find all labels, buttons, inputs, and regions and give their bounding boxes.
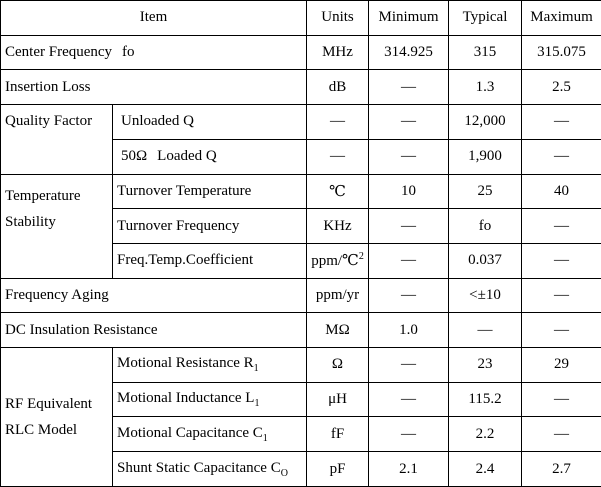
motional-capacitance-max: — bbox=[522, 417, 601, 452]
frequency-aging-max: — bbox=[522, 278, 601, 313]
insertion-loss-label: Insertion Loss bbox=[1, 70, 307, 105]
motional-capacitance-label bbox=[113, 417, 307, 452]
motional-resistance-sub: 1 bbox=[253, 363, 259, 375]
motional-resistance-min: — bbox=[369, 348, 449, 383]
header-units: Units bbox=[307, 1, 369, 36]
motional-resistance-units: Ω bbox=[307, 348, 369, 383]
row-motional-resistance bbox=[1, 348, 601, 383]
turnover-frequency-units: KHz bbox=[307, 209, 369, 244]
center-frequency-units: MHz bbox=[307, 35, 369, 70]
motional-inductance-min: — bbox=[369, 382, 449, 417]
motional-inductance-max: — bbox=[522, 382, 601, 417]
frequency-aging-typ: <±10 bbox=[449, 278, 522, 313]
row-center-frequency bbox=[1, 35, 601, 70]
center-frequency-text: Center Frequency bbox=[5, 44, 113, 61]
rlc-model-label bbox=[1, 348, 113, 487]
loaded-q-min: — bbox=[369, 139, 449, 174]
quality-factor-label: Quality Factor bbox=[1, 105, 113, 174]
motional-capacitance-sub: 1 bbox=[262, 432, 268, 444]
unloaded-q-typ: 12,000 bbox=[449, 105, 522, 140]
motional-inductance-typ: 115.2 bbox=[449, 382, 522, 417]
rlc-model-line1: RF Equivalent bbox=[5, 395, 93, 412]
turnover-temperature-max: 40 bbox=[522, 174, 601, 209]
turnover-frequency-label: Turnover Frequency bbox=[113, 209, 307, 244]
motional-capacitance-units: fF bbox=[307, 417, 369, 452]
unloaded-q-label: Unloaded Q bbox=[113, 105, 307, 140]
rlc-model-line2: RLC Model bbox=[5, 422, 78, 439]
motional-capacitance-text: Motional Capacitance C bbox=[117, 424, 263, 441]
row-frequency-aging bbox=[1, 278, 601, 313]
freq-temp-coefficient-typ: 0.037 bbox=[449, 243, 522, 278]
insertion-loss-max: 2.5 bbox=[522, 70, 601, 105]
shunt-capacitance-typ: 2.4 bbox=[449, 452, 522, 487]
turnover-temperature-label: Turnover Temperature bbox=[113, 174, 307, 209]
insertion-loss-min: — bbox=[369, 70, 449, 105]
turnover-frequency-max: — bbox=[522, 209, 601, 244]
center-frequency-label bbox=[1, 35, 307, 70]
header-minimum: Minimum bbox=[369, 1, 449, 36]
loaded-q-typ: 1,900 bbox=[449, 139, 522, 174]
loaded-q-prefix: 50Ω bbox=[121, 148, 148, 165]
turnover-frequency-min: — bbox=[369, 209, 449, 244]
shunt-capacitance-text: Shunt Static Capacitance C bbox=[117, 459, 281, 476]
shunt-capacitance-sub: O bbox=[280, 467, 288, 479]
dc-insulation-typ: — bbox=[449, 313, 522, 348]
dc-insulation-label: DC Insulation Resistance bbox=[1, 313, 307, 348]
frequency-aging-min: — bbox=[369, 278, 449, 313]
motional-resistance-text: Motional Resistance R bbox=[117, 355, 254, 372]
turnover-frequency-typ: fo bbox=[449, 209, 522, 244]
frequency-aging-label: Frequency Aging bbox=[1, 278, 307, 313]
motional-inductance-label bbox=[113, 382, 307, 417]
motional-capacitance-typ: 2.2 bbox=[449, 417, 522, 452]
row-dc-insulation bbox=[1, 313, 601, 348]
loaded-q-text: Loaded Q bbox=[157, 148, 217, 165]
motional-inductance-sub: 1 bbox=[254, 398, 260, 410]
freq-temp-coefficient-units-sup: 2 bbox=[358, 251, 364, 263]
center-frequency-symbol: fo bbox=[122, 44, 135, 61]
dc-insulation-min: 1.0 bbox=[369, 313, 449, 348]
motional-capacitance-min: — bbox=[369, 417, 449, 452]
unloaded-q-max: — bbox=[522, 105, 601, 140]
freq-temp-coefficient-units bbox=[307, 243, 369, 278]
loaded-q-units: — bbox=[307, 139, 369, 174]
center-frequency-min: 314.925 bbox=[369, 35, 449, 70]
insertion-loss-typ: 1.3 bbox=[449, 70, 522, 105]
header-row bbox=[1, 1, 601, 36]
temperature-stability-line1: Temperature bbox=[5, 187, 81, 204]
row-unloaded-q bbox=[1, 105, 601, 140]
header-item: Item bbox=[1, 1, 307, 36]
freq-temp-coefficient-units-base: ppm/℃ bbox=[311, 253, 359, 270]
header-typical: Typical bbox=[449, 1, 522, 36]
motional-resistance-max: 29 bbox=[522, 348, 601, 383]
unloaded-q-units: — bbox=[307, 105, 369, 140]
freq-temp-coefficient-label: Freq.Temp.Coefficient bbox=[113, 243, 307, 278]
unloaded-q-min: — bbox=[369, 105, 449, 140]
turnover-temperature-typ: 25 bbox=[449, 174, 522, 209]
shunt-capacitance-units: pF bbox=[307, 452, 369, 487]
motional-resistance-typ: 23 bbox=[449, 348, 522, 383]
shunt-capacitance-max: 2.7 bbox=[522, 452, 601, 487]
motional-inductance-text: Motional Inductance L bbox=[117, 390, 255, 407]
shunt-capacitance-min: 2.1 bbox=[369, 452, 449, 487]
shunt-capacitance-label bbox=[113, 452, 307, 487]
turnover-temperature-units: ℃ bbox=[307, 174, 369, 209]
header-maximum: Maximum bbox=[522, 1, 601, 36]
frequency-aging-units: ppm/yr bbox=[307, 278, 369, 313]
temperature-stability-label bbox=[1, 174, 113, 278]
freq-temp-coefficient-max: — bbox=[522, 243, 601, 278]
row-turnover-temperature bbox=[1, 174, 601, 209]
turnover-temperature-min: 10 bbox=[369, 174, 449, 209]
loaded-q-max: — bbox=[522, 139, 601, 174]
dc-insulation-units: MΩ bbox=[307, 313, 369, 348]
dc-insulation-max: — bbox=[522, 313, 601, 348]
temperature-stability-line2: Stability bbox=[5, 213, 56, 230]
motional-resistance-label bbox=[113, 348, 307, 383]
motional-inductance-units: μH bbox=[307, 382, 369, 417]
row-insertion-loss bbox=[1, 70, 601, 105]
loaded-q-label bbox=[113, 139, 307, 174]
freq-temp-coefficient-min: — bbox=[369, 243, 449, 278]
center-frequency-max: 315.075 bbox=[522, 35, 601, 70]
center-frequency-typ: 315 bbox=[449, 35, 522, 70]
insertion-loss-units: dB bbox=[307, 70, 369, 105]
